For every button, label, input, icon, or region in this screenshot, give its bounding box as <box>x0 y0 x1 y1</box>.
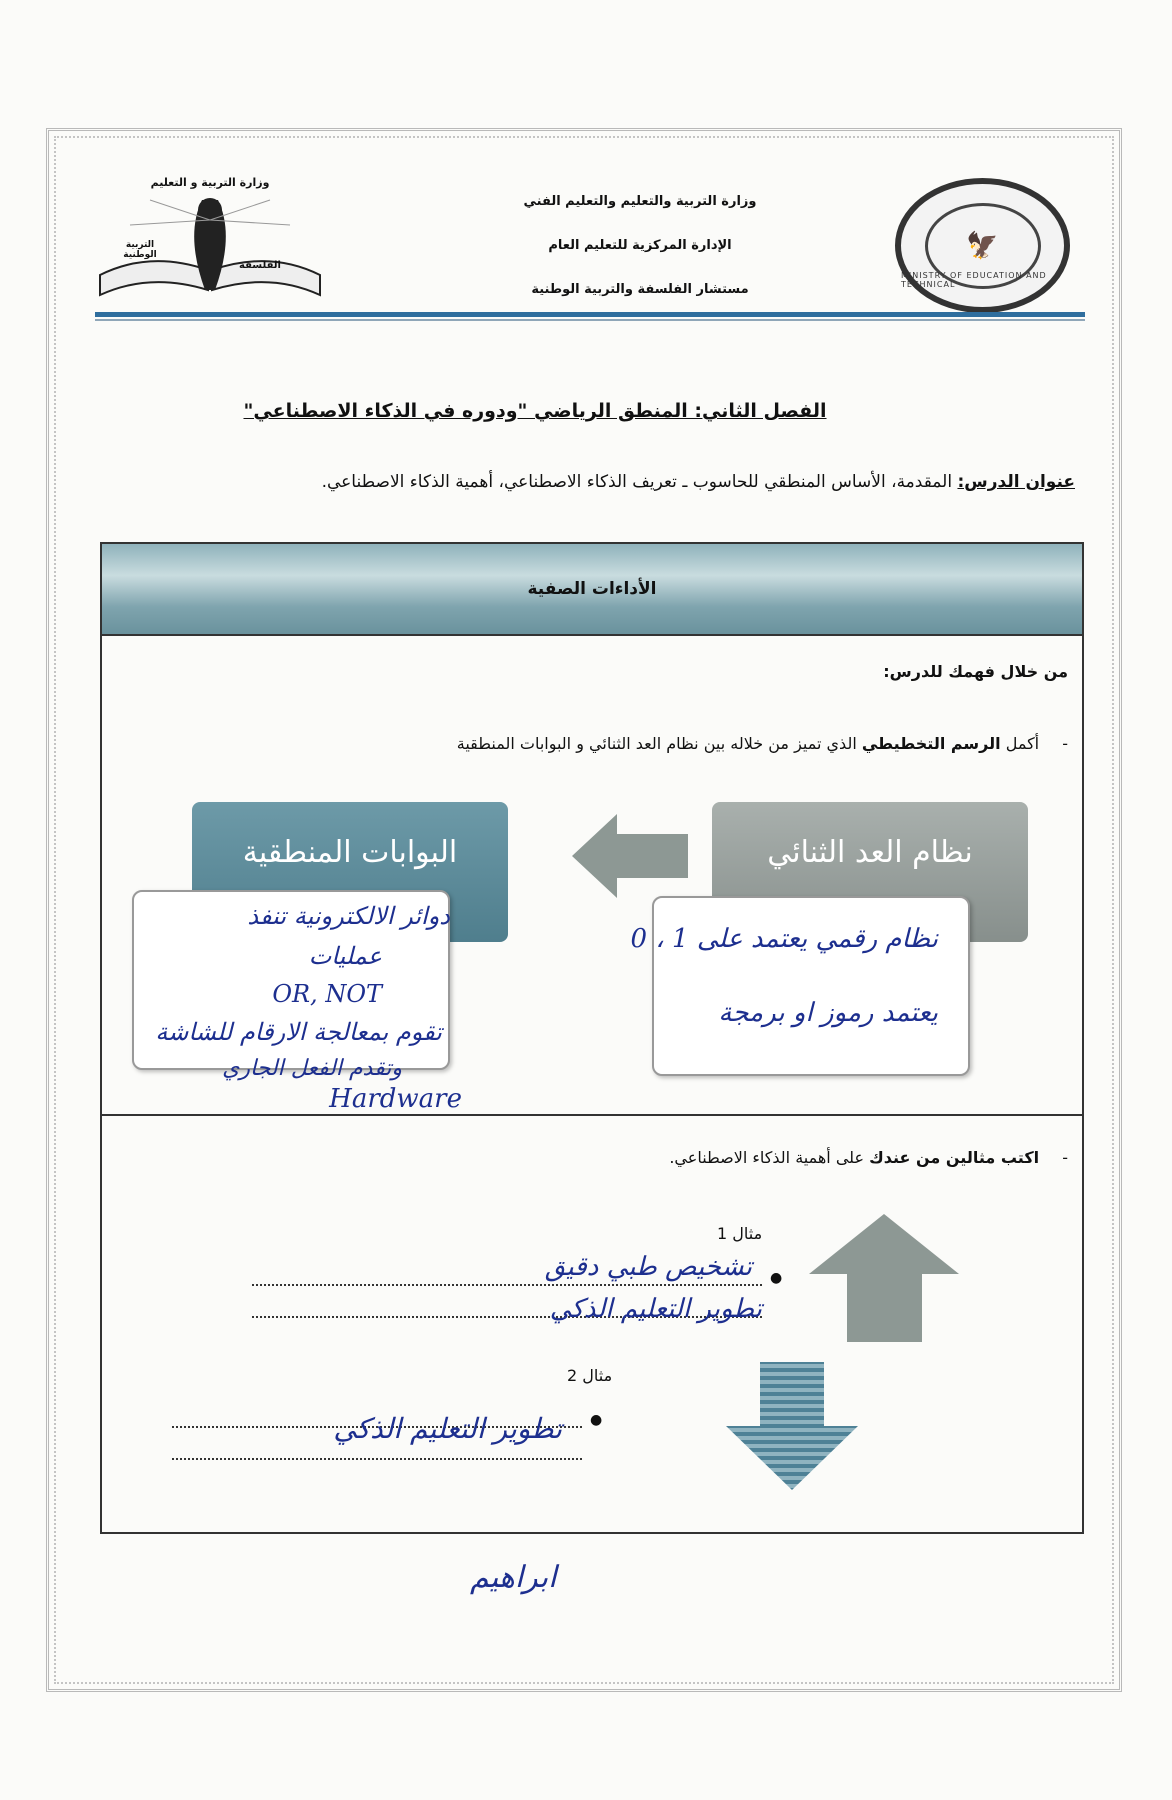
lesson-text: المقدمة، الأساس المنطقي للحاسوب ـ تعريف الذكاء الاصطناعي، أهمية الذكاء الاصطناعي. <box>321 472 958 492</box>
task-1-bold: الرسم التخطيطي <box>861 734 1001 753</box>
example-1-label: مثال 1 <box>717 1224 763 1243</box>
ministry-line-1: وزارة التربية والتعليم والتعليم الفني <box>523 194 757 209</box>
example-1-bullet: ● <box>770 1270 783 1286</box>
logo-caption-top: وزارة التربية و التعليم <box>150 176 270 189</box>
table-header: الأداءات الصفية <box>102 544 1082 636</box>
class-activities-table <box>100 542 1084 1534</box>
gates-answer-line-3: OR, NOT <box>272 980 382 1008</box>
ministry-line-3: مستشار الفلسفة والتربية الوطنية <box>531 282 749 297</box>
arrow-left-icon <box>572 806 692 906</box>
task-1-rest: الذي تميز من خلاله بين نظام العد الثنائي و البوابات المنطقية <box>456 734 862 753</box>
row-divider <box>102 1114 1082 1116</box>
task-1-prefix: أكمل <box>1000 734 1040 753</box>
binary-answer-card <box>630 896 970 1076</box>
document-header <box>90 170 1080 320</box>
gates-answer-line-1: دوائر الالكترونية تنفذ <box>247 902 450 930</box>
intro-text: من خلال فهمك للدرس: <box>883 662 1068 681</box>
example-1-answer-1: تشخيص طبي دقيق <box>544 1252 752 1282</box>
task-2-bold: مثالين من عندك <box>869 1148 996 1167</box>
logo-caption-right: الفلسفة <box>239 260 281 271</box>
header-rule-thin <box>95 319 1085 321</box>
emblem-text: MINISTRY OF EDUCATION AND TECHNICAL <box>901 271 1047 289</box>
task-1 <box>168 734 1068 753</box>
logic-gates-label: البوابات المنطقية <box>242 834 458 870</box>
philosophy-logo <box>90 176 330 305</box>
student-signature: ابراهيم <box>470 1560 557 1595</box>
arrow-down-icon <box>724 1360 860 1492</box>
eagle-icon: 🦅 <box>925 203 1041 289</box>
ministry-info <box>470 180 810 312</box>
page-title: الفصل الثاني: المنطق الرياضي "ودوره في الذكاء الاصطناعي" <box>243 400 827 422</box>
example-1-answer-2: تطوير التعليم الذكي <box>549 1294 762 1324</box>
task-2 <box>168 1148 1068 1167</box>
example-2-line-2 <box>172 1458 582 1460</box>
binary-answer-line-2: يعتمد رموز او برمجة <box>718 998 938 1028</box>
logo-caption-left: التربية الوطنية <box>123 240 157 260</box>
ministry-emblem <box>895 178 1070 313</box>
lesson-label: عنوان الدرس: <box>957 472 1075 492</box>
task-2-dash: - <box>1062 1148 1068 1167</box>
gates-answer-line-6: Hardware <box>329 1084 462 1114</box>
binary-system-label: نظام العد الثنائي <box>767 834 973 870</box>
ministry-line-2: الإدارة المركزية للتعليم العام <box>548 238 732 253</box>
example-2-label: مثال 2 <box>567 1366 613 1385</box>
example-2-bullet: ● <box>590 1412 603 1428</box>
example-2-answer-1: تطوير التعليم الذكي <box>333 1412 562 1445</box>
gates-answer-line-2: عمليات <box>308 942 382 970</box>
task-2-prefix: اكتب <box>995 1148 1040 1167</box>
task-1-dash: - <box>1062 734 1068 753</box>
gates-answer-line-4: تقوم بمعالجة الارقام للشاشة <box>155 1018 442 1046</box>
arrow-up-icon <box>807 1212 962 1344</box>
header-rule <box>95 312 1085 317</box>
binary-answer-line-1: نظام رقمي يعتمد على 1 ، 0 <box>630 924 938 954</box>
lesson-title <box>160 472 1075 492</box>
gates-answer-line-5: وتقدم الفعل الجاري <box>222 1056 402 1081</box>
task-2-rest: على أهمية الذكاء الاصطناعي. <box>669 1148 870 1167</box>
example-1-line-1 <box>252 1284 762 1286</box>
